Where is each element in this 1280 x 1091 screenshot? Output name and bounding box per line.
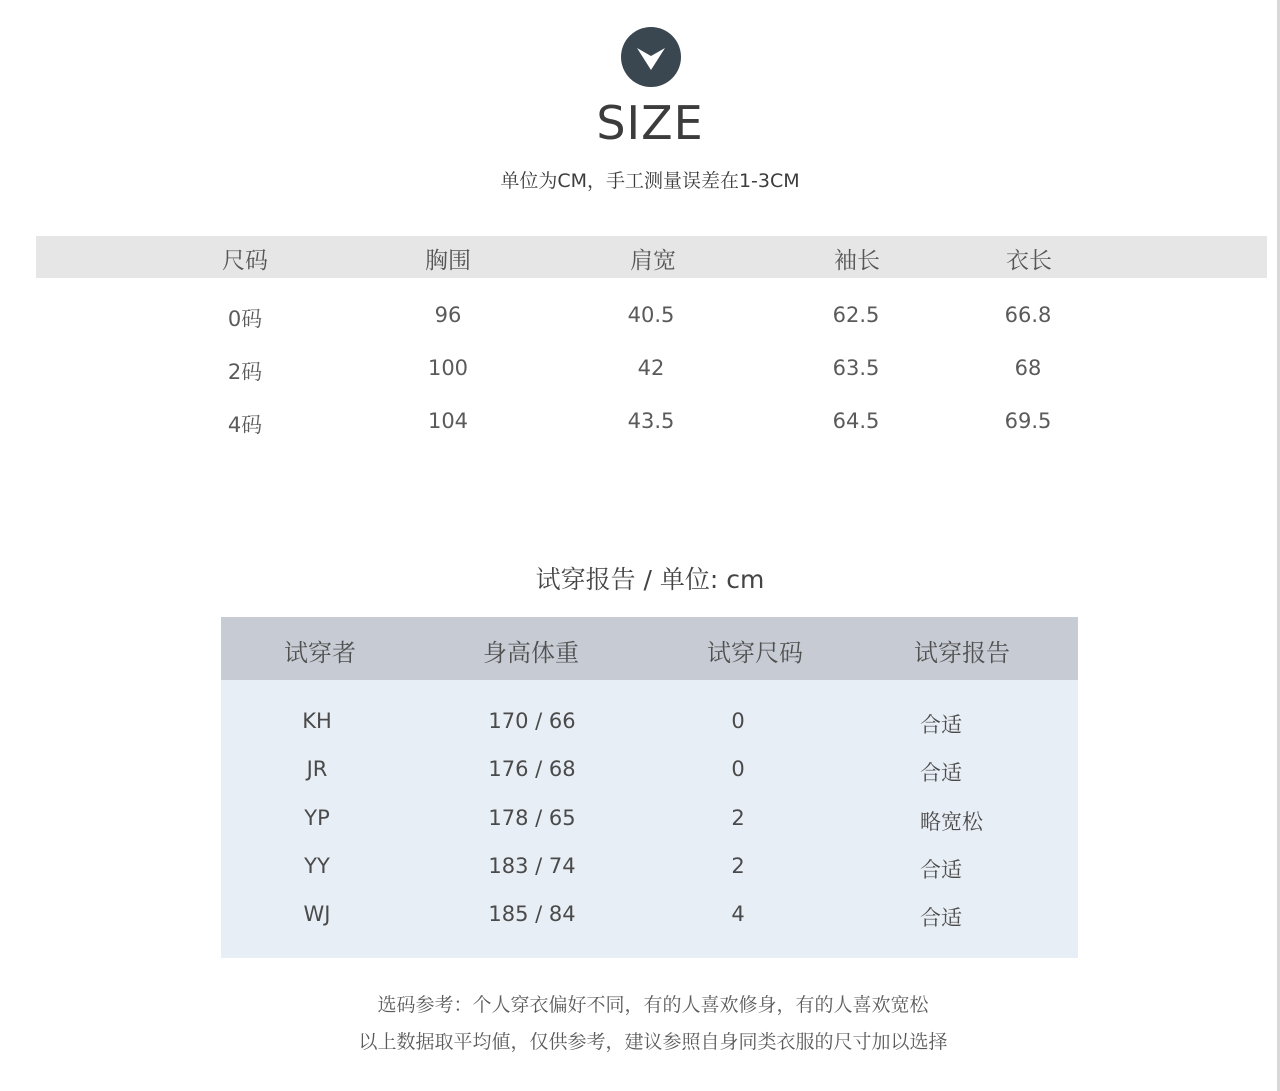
chest-cell: 104 [427, 409, 469, 433]
fit-report-cell: 合适 [920, 858, 962, 882]
length-col-header: 衣长 [1006, 248, 1052, 274]
height-weight-cell: 185 / 84 [488, 902, 576, 926]
height-weight-cell: 178 / 65 [488, 806, 576, 830]
report-row [221, 898, 1078, 938]
chest-col-header: 胸围 [425, 248, 471, 274]
report-row [221, 753, 1078, 793]
shoulder-cell: 43.5 [627, 409, 675, 433]
length-cell: 66.8 [1004, 303, 1052, 327]
height-weight-cell: 176 / 68 [488, 757, 576, 781]
tried-size-cell: 0 [731, 709, 745, 733]
sleeve-cell: 62.5 [832, 303, 880, 327]
length-cell: 69.5 [1004, 409, 1052, 433]
tester-cell: YP [304, 806, 330, 830]
fit-report-cell: 略宽松 [920, 810, 983, 834]
size-table-header [36, 236, 1267, 278]
size-cell: 0码 [227, 307, 263, 331]
size-cell: 4码 [227, 413, 263, 437]
fit-report-cell: 合适 [920, 906, 962, 930]
height-weight-col-header: 身高体重 [483, 639, 579, 667]
height-weight-cell: 183 / 74 [488, 854, 576, 878]
report-title: 试穿报告 / 单位: cm [535, 565, 765, 594]
tester-cell: WJ [303, 902, 331, 926]
report-table [221, 617, 1078, 958]
sleeve-col-header: 袖长 [834, 248, 880, 274]
chevron-down-circle-icon [620, 26, 682, 88]
size-cell: 2码 [227, 360, 263, 384]
sleeve-cell: 64.5 [832, 409, 880, 433]
shoulder-cell: 40.5 [627, 303, 675, 327]
tester-cell: JR [306, 757, 328, 781]
report-row [221, 802, 1078, 842]
shoulder-cell: 42 [637, 356, 665, 380]
tried-size-col-header: 试穿尺码 [707, 639, 803, 667]
tried-size-cell: 2 [731, 854, 745, 878]
chest-cell: 100 [427, 356, 469, 380]
tester-col-header: 试穿者 [284, 639, 356, 667]
report-table-header [221, 617, 1078, 680]
fit-report-cell: 合适 [920, 761, 962, 785]
page-title: SIZE [596, 96, 704, 150]
tried-size-cell: 0 [731, 757, 745, 781]
height-weight-cell: 170 / 66 [488, 709, 576, 733]
page-subtitle: 单位为CM，手工测量误差在1-3CM [500, 170, 800, 192]
size-table-row [36, 352, 1267, 392]
tried-size-cell: 2 [731, 806, 745, 830]
tried-size-cell: 4 [731, 902, 745, 926]
report-row [221, 705, 1078, 745]
fit-report-cell: 合适 [920, 713, 962, 737]
size-col-header: 尺码 [222, 248, 268, 274]
disclaimer-note: 以上数据取平均値，仅供参考，建议参照自身同类衣服的尺寸加以选择 [358, 1031, 948, 1053]
chest-cell: 96 [434, 303, 462, 327]
size-table-row [36, 299, 1267, 339]
length-cell: 68 [1014, 356, 1042, 380]
tester-cell: KH [302, 709, 332, 733]
sleeve-cell: 63.5 [832, 356, 880, 380]
size-advice-note: 选码参考：个人穿衣偏好不同，有的人喜欢修身，有的人喜欢宽松 [377, 994, 929, 1016]
shoulder-col-header: 肩宽 [630, 248, 676, 274]
fit-report-col-header: 试穿报告 [914, 639, 1010, 667]
report-row [221, 850, 1078, 890]
size-table-row [36, 405, 1267, 445]
tester-cell: YY [304, 854, 330, 878]
